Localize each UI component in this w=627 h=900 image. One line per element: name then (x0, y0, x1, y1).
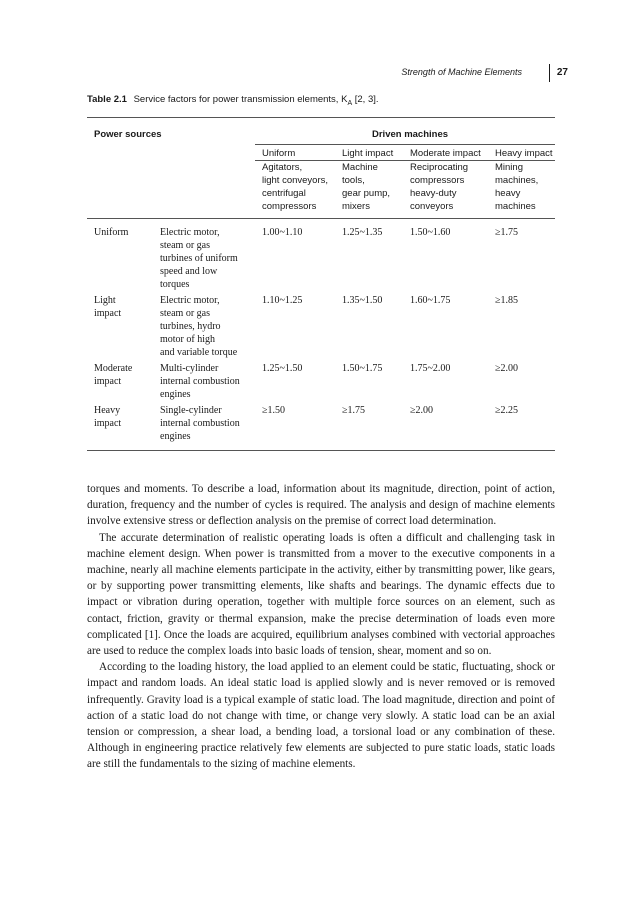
desc-line: Reciprocating (410, 162, 469, 173)
table-header-bottom-rule (87, 218, 555, 219)
driven-header-light-impact: Light impact (342, 148, 394, 159)
desc-line: heavy-duty (410, 188, 457, 199)
body-paragraph: According to the loading history, the load applied to an element could be static, fluctuating, shock or impact and random loads. An ideal static load is applied slowly and is never removed or is removed infrequently. Gravity load is a typical example of static load. The load magnitude, direction and point of action of a static load do not change with time, or change very slowly. A static load can be an axial tension or compression, a shear load, a bending load, a torsional load or any combination of these. Although in engineering practice relatively few elements are subjected to pure static loads, static loads are still the fundamentals to the sizing of machine elements. (87, 661, 555, 771)
driven-header-moderate-impact: Moderate impact (410, 148, 481, 159)
value-uniform: 1.25~1.50 (262, 363, 303, 374)
table-label: Table 2.1 (87, 94, 127, 105)
cell-line: steam or gas (160, 240, 210, 251)
desc-line: gear pump, (342, 188, 391, 199)
cell-line: impact (94, 308, 122, 319)
table-bottom-rule (87, 450, 555, 451)
cell-line: Uniform (94, 227, 129, 238)
value-moderate-impact: 1.60~1.75 (410, 295, 451, 306)
value-heavy-impact: ≥1.75 (495, 227, 518, 238)
cell-line: engines (160, 389, 191, 400)
table-caption (87, 94, 547, 107)
cell-line: turbines of uniform (160, 253, 238, 264)
value-light-impact: 1.25~1.35 (342, 227, 383, 238)
cell-line: Multi-cylinder (160, 363, 219, 374)
value-heavy-impact: ≥2.25 (495, 405, 518, 416)
value-uniform: ≥1.50 (262, 405, 285, 416)
desc-line: tools, (342, 175, 365, 186)
cell-line: Moderate (94, 363, 133, 374)
row-category (94, 226, 154, 239)
body-paragraph: The accurate determination of realistic operating loads is often a difficult and challenging task in machine element design. When power is transmitted from a mover to the executive components in a machine, nearly all machine elements participate in the activity, either by transmitting power, like gears, or by supporting power transmitting elements, like shafts and bearings. The dynamic effects due to impact or vibration during operation, together with multiple force sources on an element, such as contact, friction, gravity or thermal expansion, make the precise determination of loads even more complicated [1]. Once the loads are acquired, equilibrium analyses combined with vectorial approaches are used to reduce the complex loads into basic loads of tension, shear, moment and so on. (87, 531, 555, 658)
row-power-source (160, 226, 260, 291)
driven-desc-heavy-impact (495, 161, 538, 213)
cell-line: internal combustion (160, 376, 240, 387)
value-light-impact: 1.35~1.50 (342, 295, 383, 306)
row-category (94, 404, 154, 430)
cell-line: speed and low (160, 266, 218, 277)
row-power-source (160, 294, 260, 359)
cell-line: engines (160, 431, 191, 442)
cell-line: and variable torque (160, 347, 238, 358)
desc-line: machines (495, 201, 536, 212)
value-uniform: 1.10~1.25 (262, 295, 303, 306)
row-category (94, 294, 154, 320)
desc-line: conveyors (410, 201, 454, 212)
driven-desc-light-impact (342, 161, 390, 213)
cell-line: Electric motor, (160, 295, 220, 306)
cell-line: internal combustion (160, 418, 240, 429)
value-light-impact: ≥1.75 (342, 405, 365, 416)
running-head-title: Strength of Machine Elements (401, 67, 522, 77)
cell-line: torques (160, 279, 190, 290)
value-moderate-impact: 1.50~1.60 (410, 227, 451, 238)
page-number: 27 (556, 67, 568, 78)
value-moderate-impact: ≥2.00 (410, 405, 433, 416)
cell-line: steam or gas (160, 308, 210, 319)
desc-line: centrifugal (262, 188, 306, 199)
desc-line: Agitators, (262, 162, 303, 173)
desc-line: Mining (495, 162, 523, 173)
body-paragraph: torques and moments. To describe a load, information about its magnitude, direction, point of action, duration, frequency and the number of cycles is required. The analysis and design of machine elements involve extensive stress or deflection analysis on the premise of correct load determination. (87, 483, 555, 528)
header-driven-machines: Driven machines (372, 129, 449, 140)
desc-line: heavy (495, 188, 521, 199)
desc-line: light conveyors, (262, 175, 329, 186)
driven-desc-uniform (262, 161, 328, 213)
table-top-rule (87, 117, 555, 118)
cell-line: Single-cylinder (160, 405, 222, 416)
cell-line: motor of high (160, 334, 215, 345)
row-power-source (160, 404, 260, 443)
cell-line: Light (94, 295, 116, 306)
value-light-impact: 1.50~1.75 (342, 363, 383, 374)
desc-line: compressors (262, 201, 317, 212)
desc-line: Machine (342, 162, 378, 173)
row-category (94, 362, 154, 388)
driven-header-heavy-impact: Heavy impact (495, 148, 553, 159)
value-heavy-impact: ≥1.85 (495, 295, 518, 306)
value-uniform: 1.00~1.10 (262, 227, 303, 238)
desc-line: mixers (342, 201, 370, 212)
table-caption-refs: [2, 3]. (352, 94, 379, 105)
cell-line: turbines, hydro (160, 321, 221, 332)
table-caption-text: Service factors for power transmission elements, K (133, 94, 348, 105)
cell-line: Electric motor, (160, 227, 220, 238)
row-power-source (160, 362, 260, 401)
driven-desc-moderate-impact (410, 161, 468, 213)
table-caption-subscript: A (347, 99, 353, 107)
desc-line: compressors (410, 175, 465, 186)
header-power-sources: Power sources (94, 129, 162, 140)
desc-line: machines, (495, 175, 539, 186)
running-head-divider (549, 64, 550, 82)
value-heavy-impact: ≥2.00 (495, 363, 518, 374)
driven-header-rule (255, 144, 555, 145)
cell-line: impact (94, 376, 122, 387)
cell-line: Heavy (94, 405, 121, 416)
cell-line: impact (94, 418, 122, 429)
running-head (380, 64, 580, 82)
value-moderate-impact: 1.75~2.00 (410, 363, 451, 374)
driven-header-uniform: Uniform (262, 148, 296, 159)
body-text (87, 481, 555, 773)
